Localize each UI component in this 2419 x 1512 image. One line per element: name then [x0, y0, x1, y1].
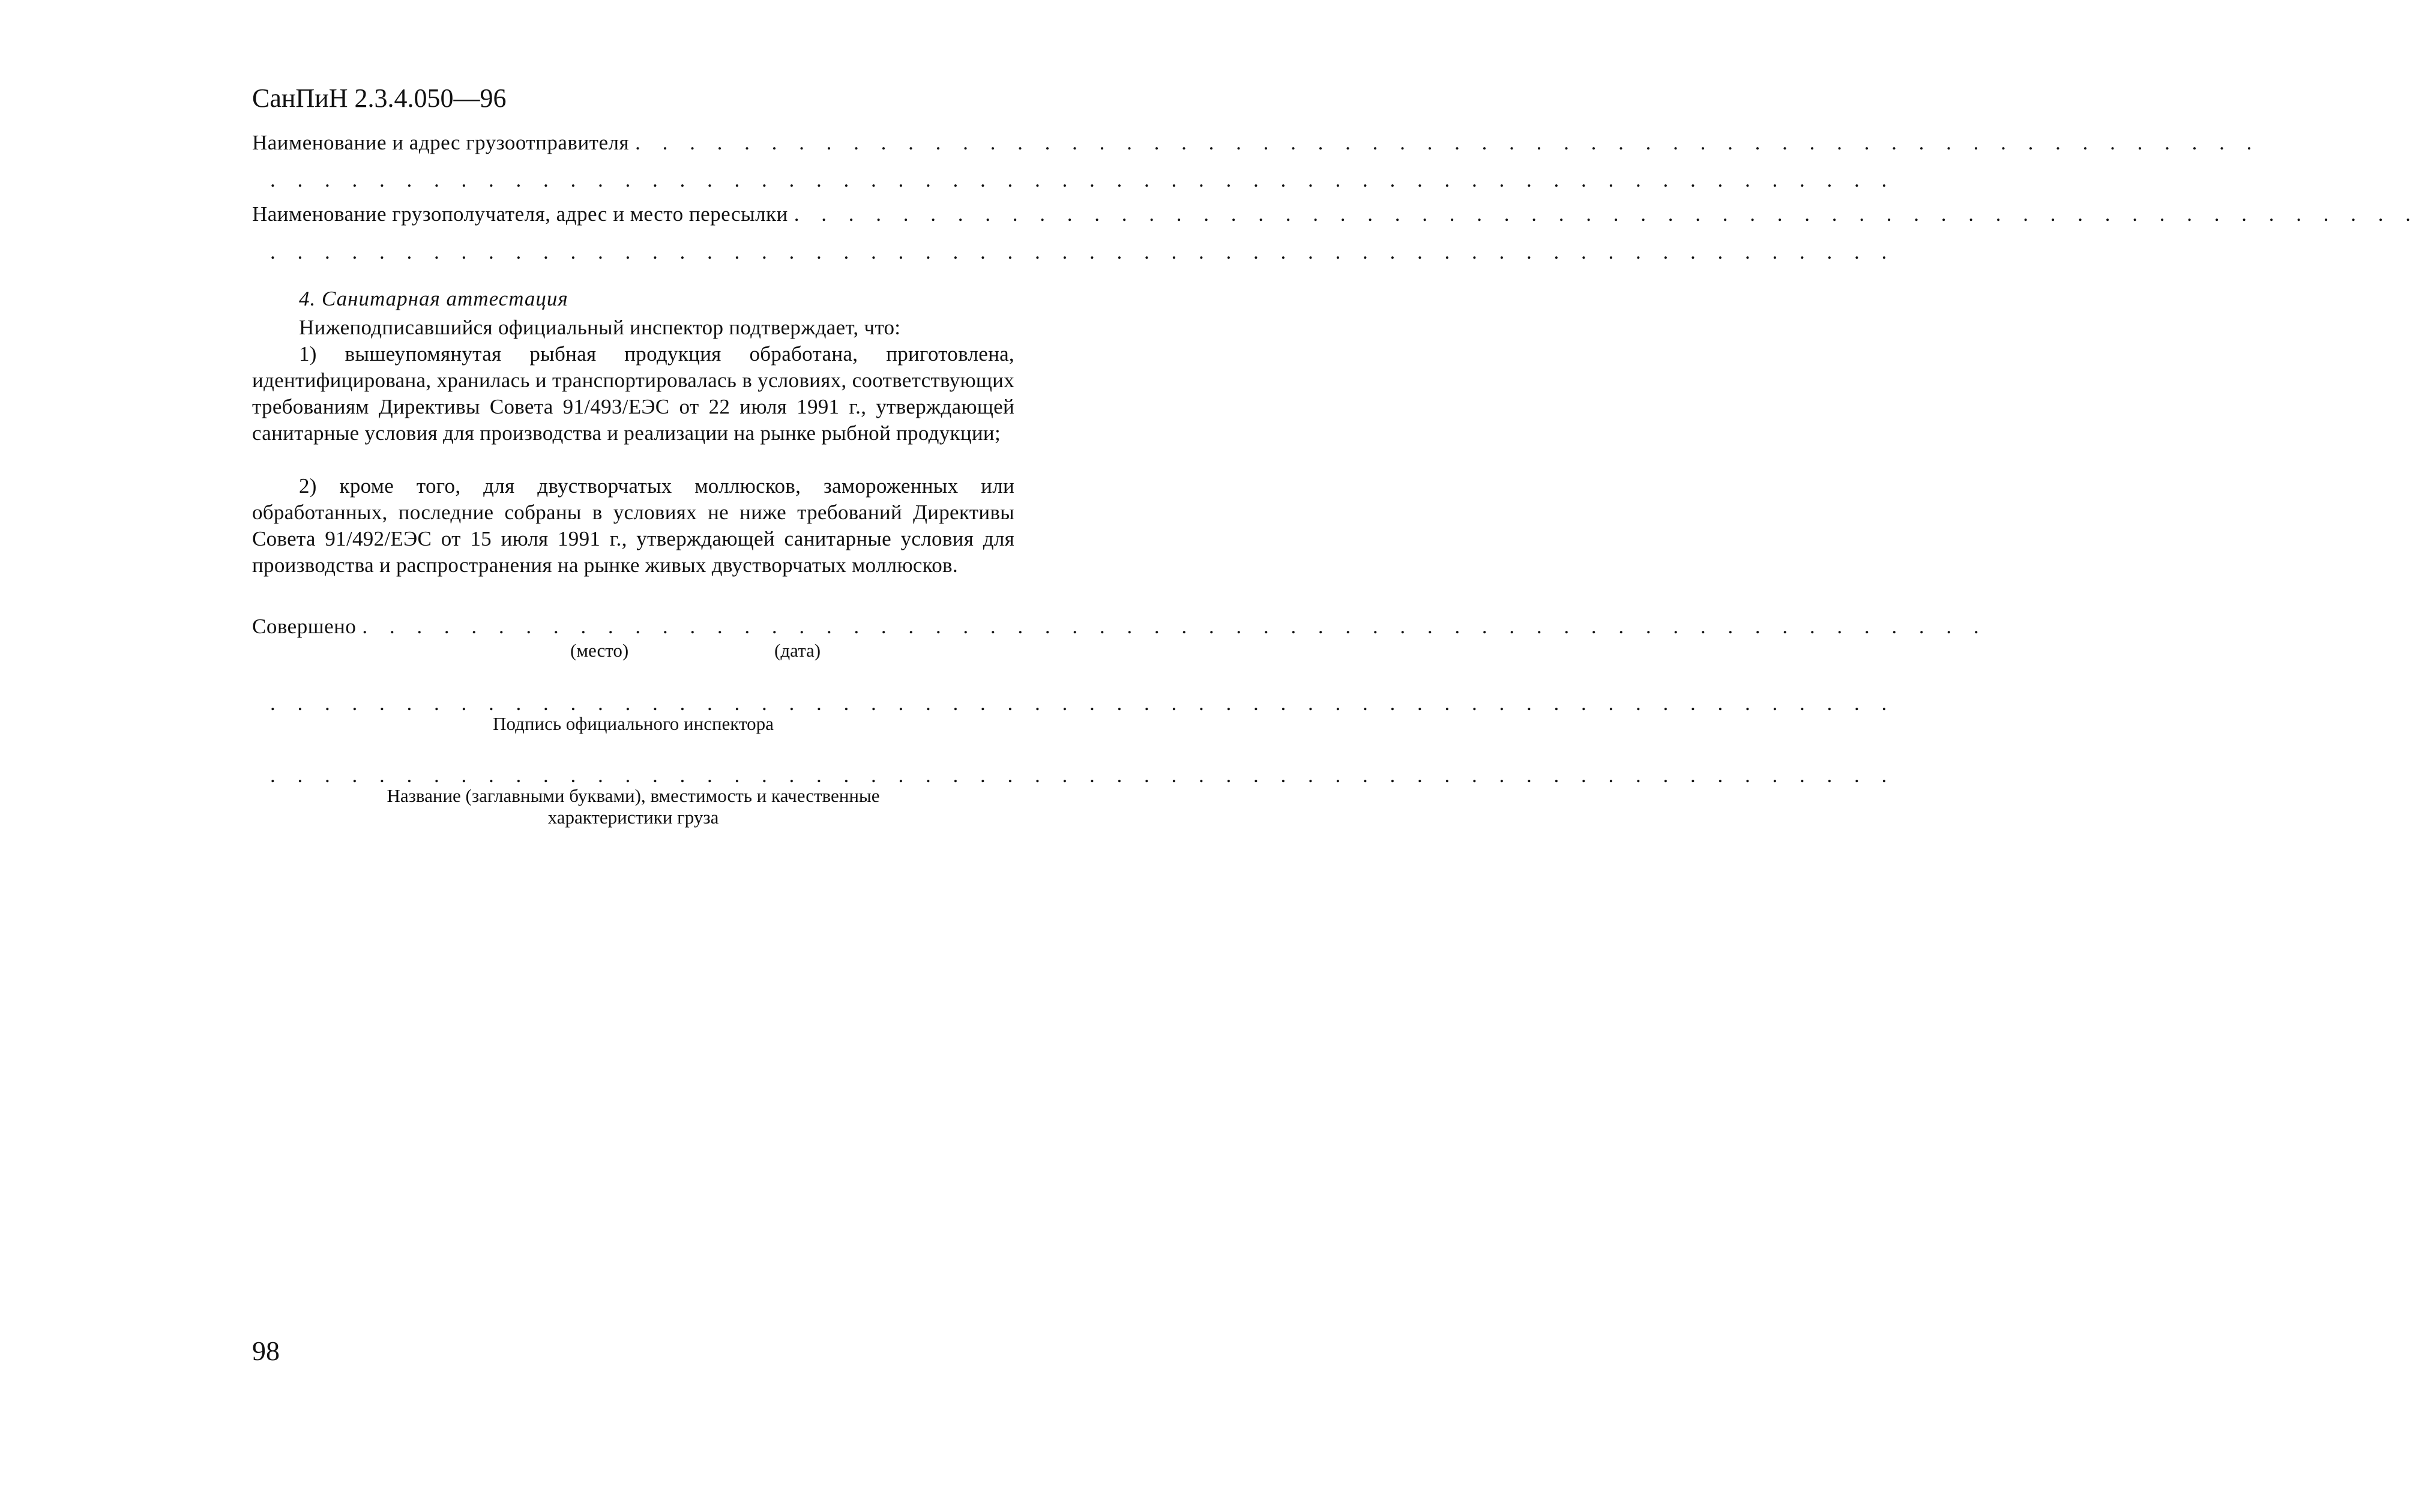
section-heading: 4. Санитарная аттестация	[299, 287, 568, 310]
done-field	[252, 615, 1987, 639]
consignor-field	[252, 131, 2261, 155]
place-caption: (место)	[570, 640, 629, 661]
page-number: 98	[252, 1336, 280, 1366]
consignee-label: Наименование грузополучателя, адрес и место пересылки	[252, 202, 788, 226]
consignor-label: Наименование и адрес грузоотправителя	[252, 131, 630, 154]
consignor-blank-line: . . . . . . . . . . . . . . . . . . . . . . . . . . . . . . . . . . . . . . . . . . . . . . . . . . . . . . . . . . . .	[270, 168, 1896, 191]
signature-blank-line: . . . . . . . . . . . . . . . . . . . . . . . . . . . . . . . . . . . . . . . . . . . . . . . . . . . . . . . . . . . .	[270, 691, 1896, 715]
date-caption: (дата)	[774, 640, 821, 661]
attestation-intro: Нижеподписавшийся официальный инспектор подтверждает, что:	[299, 316, 901, 339]
consignee-leader: . . . . . . . . . . . . . . . . . . . . . . . . . . . . . . . . . . . . . . . . . . . . . . . . . . . . . . . . . . . .	[794, 202, 2419, 226]
consignee-blank-line: . . . . . . . . . . . . . . . . . . . . . . . . . . . . . . . . . . . . . . . . . . . . . . . . . . . . . . . . . . . .	[270, 240, 1896, 264]
attestation-item-1: 1) вышеупомянутая рыбная продукция обработана, приготовлена, идентифицирована, хранилась и транспортировалась в условиях, соответствующих требованиям Директивы Совета 91/493/ЕЭС от 22 июля 1991 г., утверждающей санитарные условия для производства и реализации на рынке рыбной продукции;	[252, 342, 1014, 445]
consignee-field	[252, 202, 2419, 226]
consignor-leader: . . . . . . . . . . . . . . . . . . . . . . . . . . . . . . . . . . . . . . . . . . . . . . . . . . . . . . . . . . . .	[635, 131, 2261, 154]
document-code: СанПиН 2.3.4.050—96	[252, 83, 507, 113]
attestation-item-2: 2) кроме того, для двустворчатых моллюсков, замороженных или обработанных, последние собраны в условиях не ниже требований Директивы Совета 91/492/ЕЭС от 15 июля 1991 г., утверждающей санитарные условия для производства и распространения на рынке живых двустворчатых моллюсков.	[252, 474, 1014, 577]
cargo-caption-line-1: Название (заглавными буквами), вместимость и качественные	[387, 785, 880, 806]
cargo-caption-line-2: характеристики груза	[547, 807, 719, 828]
done-leader: . . . . . . . . . . . . . . . . . . . . . . . . . . . . . . . . . . . . . . . . . . . . . . . . . . . . . . . . . . . .	[362, 615, 1987, 638]
signature-caption: Подпись официального инспектора	[493, 713, 774, 734]
cargo-blank-line: . . . . . . . . . . . . . . . . . . . . . . . . . . . . . . . . . . . . . . . . . . . . . . . . . . . . . . . . . . . .	[270, 764, 1896, 787]
done-label: Совершено	[252, 615, 357, 638]
